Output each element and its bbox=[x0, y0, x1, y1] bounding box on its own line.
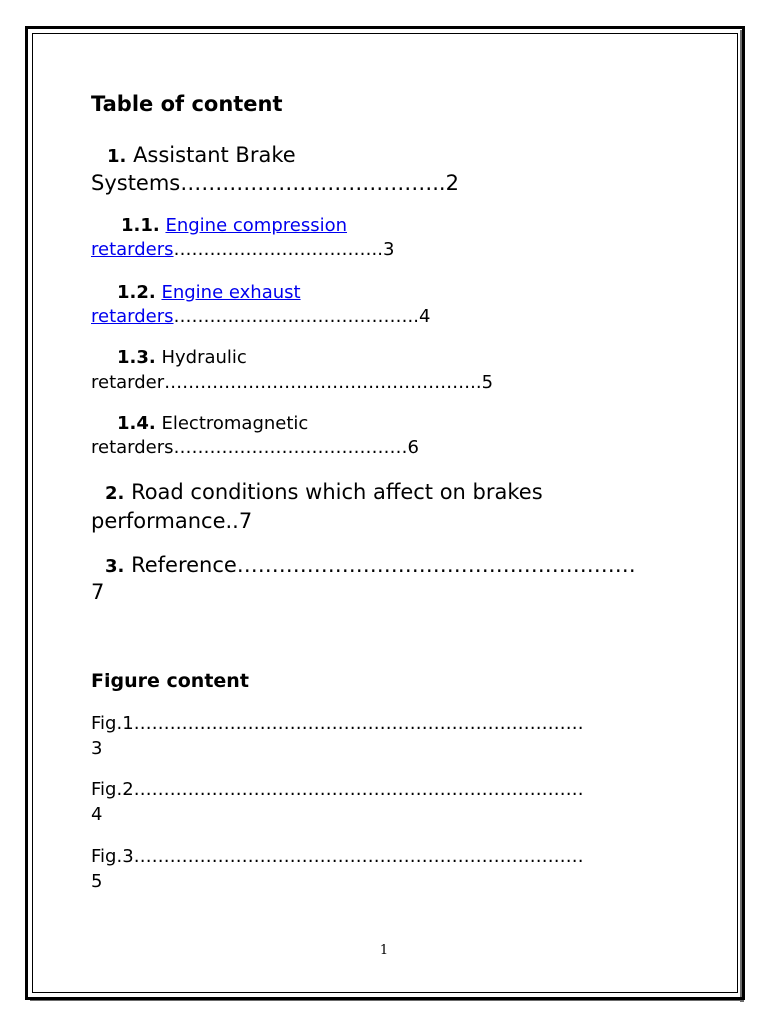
figure-item-3-page: 5 bbox=[91, 871, 103, 892]
toc-link-retarders-2[interactable]: retarders bbox=[91, 306, 174, 327]
toc-item-1-1-line2 bbox=[91, 239, 394, 260]
toc-item-1-1-line1 bbox=[121, 215, 347, 236]
toc-item-3-text: Reference………………………………………………… bbox=[131, 553, 636, 577]
toc-item-1-3-line1 bbox=[117, 347, 247, 368]
toc-item-1-3-text: Hydraulic bbox=[161, 347, 247, 368]
figure-item-2-page: 4 bbox=[91, 804, 103, 825]
figure-item-2-label: Fig.2………………………………………………………………… bbox=[91, 779, 584, 800]
toc-item-1-line2: Systems………………………………..2 bbox=[91, 171, 459, 195]
toc-item-1-line1 bbox=[107, 143, 296, 167]
toc-item-1-4-line2: retarders…………………………………6 bbox=[91, 437, 419, 458]
toc-item-1-text: Assistant Brake bbox=[133, 143, 296, 167]
toc-item-3-line1 bbox=[105, 553, 636, 577]
toc-item-3-number: 3. bbox=[105, 556, 125, 577]
toc-item-2-line2: performance..7 bbox=[91, 509, 253, 533]
toc-title: Table of content bbox=[91, 92, 283, 116]
toc-item-1-4-text: Electromagnetic bbox=[161, 413, 309, 434]
toc-item-1-1-number: 1.1. bbox=[121, 215, 160, 236]
toc-item-1-2-line1 bbox=[117, 282, 301, 303]
toc-item-2-line1 bbox=[105, 480, 543, 504]
toc-link-retarders-1[interactable]: retarders bbox=[91, 239, 174, 260]
toc-item-1-number: 1. bbox=[107, 146, 127, 167]
figure-item-1-page: 3 bbox=[91, 738, 103, 759]
toc-item-1-4-line1 bbox=[117, 413, 308, 434]
toc-item-1-2-number: 1.2. bbox=[117, 282, 156, 303]
toc-item-2-text: Road conditions which affect on brakes bbox=[131, 480, 543, 504]
toc-item-3-line2: 7 bbox=[91, 580, 105, 604]
toc-item-1-2-line2 bbox=[91, 306, 430, 327]
toc-item-1-2-dots: …………………………………..4 bbox=[173, 306, 431, 327]
toc-item-1-4-number: 1.4. bbox=[117, 413, 156, 434]
toc-item-2-number: 2. bbox=[105, 483, 125, 504]
figure-item-1-label: Fig.1………………………………………………………………… bbox=[91, 713, 584, 734]
page-number: 1 bbox=[379, 943, 389, 958]
figure-item-3-label: Fig.3………………………………………………………………… bbox=[91, 846, 584, 867]
toc-item-1-3-number: 1.3. bbox=[117, 347, 156, 368]
figures-title: Figure content bbox=[91, 670, 249, 692]
toc-link-engine-exhaust[interactable]: Engine exhaust bbox=[161, 282, 301, 303]
toc-item-1-1-dots: ……………………………..3 bbox=[173, 239, 395, 260]
toc-item-1-3-line2: retarder……………………………………………..5 bbox=[91, 372, 494, 393]
toc-link-engine-compression[interactable]: Engine compression bbox=[165, 215, 348, 236]
